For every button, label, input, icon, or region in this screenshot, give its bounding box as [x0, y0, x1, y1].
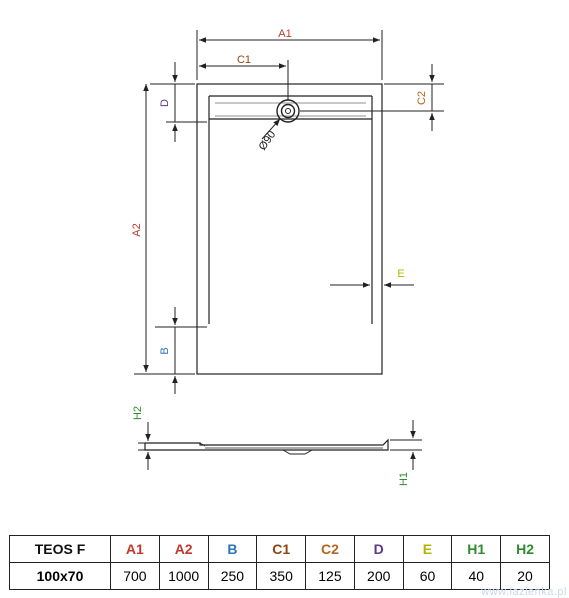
table-cell: 350 — [257, 563, 306, 590]
table-header-d: D — [354, 536, 403, 563]
table-header-b: B — [208, 536, 257, 563]
table-header-a1: A1 — [111, 536, 160, 563]
dimension-h2-label: H2 — [132, 405, 144, 421]
table-header-c1: C1 — [257, 536, 306, 563]
dimension-c2-label: C2 — [416, 90, 428, 106]
dimension-a2 — [134, 84, 195, 374]
table-header-e: E — [403, 536, 452, 563]
table-cell: 700 — [111, 563, 160, 590]
watermark: www.lazienka.pl — [481, 586, 567, 598]
table-cell: 200 — [354, 563, 403, 590]
dimension-a1-label: A1 — [278, 28, 292, 40]
dimensions-table-row — [10, 563, 550, 590]
table-header-a2: A2 — [159, 536, 208, 563]
dimension-c1-label: C1 — [236, 54, 252, 66]
table-model-cell: 100x70 — [10, 563, 111, 590]
dimension-d-label: D — [159, 99, 171, 107]
dimension-b-label: B — [159, 347, 171, 355]
dimension-c1 — [199, 60, 288, 100]
dimensions-table-header-row — [10, 536, 550, 563]
table-cell: 40 — [452, 563, 501, 590]
table-cell: 60 — [403, 563, 452, 590]
table-header-h2: H2 — [501, 536, 550, 563]
dimension-a2-label: A2 — [131, 223, 143, 237]
tray-top-view — [197, 84, 382, 374]
tray-side-profile — [145, 440, 388, 454]
dimension-h1 — [390, 420, 422, 470]
table-cell: 125 — [306, 563, 355, 590]
dimensions-table — [9, 535, 550, 590]
dimension-h1-label: H1 — [398, 471, 410, 487]
table-cell: 1000 — [159, 563, 208, 590]
table-cell: 250 — [208, 563, 257, 590]
table-header-h1: H1 — [452, 536, 501, 563]
drain-diameter-label: Ø90 — [256, 128, 279, 153]
dimension-h2 — [138, 422, 195, 470]
table-cell: 20 — [501, 563, 550, 590]
table-model-header: TEOS F — [10, 536, 111, 563]
tray-outline — [197, 84, 382, 374]
table-header-c2: C2 — [306, 536, 355, 563]
dimension-e-label: E — [397, 268, 405, 280]
